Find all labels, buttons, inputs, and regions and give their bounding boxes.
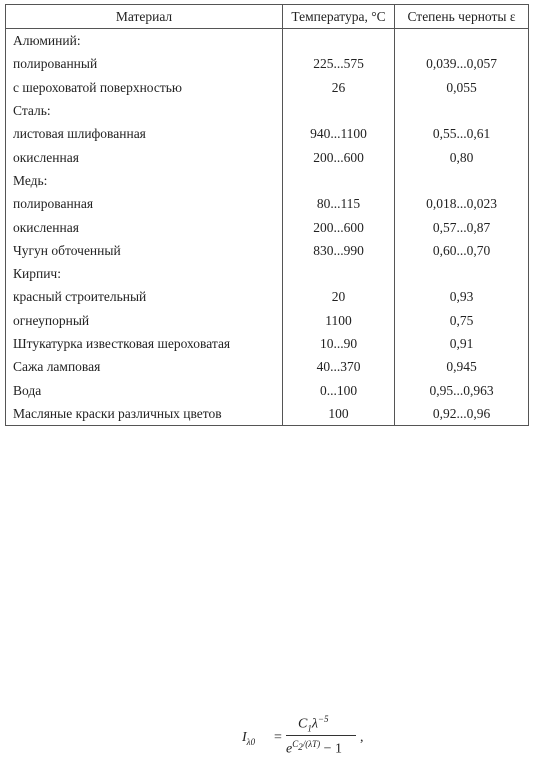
cell-temperature: 200...600 bbox=[283, 145, 395, 168]
cell-temperature: 26 bbox=[283, 76, 395, 99]
cell-material: Вода bbox=[6, 378, 283, 401]
cell-material: Алюминий: bbox=[6, 29, 283, 53]
table-row bbox=[6, 285, 529, 308]
table-row bbox=[6, 355, 529, 378]
table-row bbox=[6, 145, 529, 168]
cell-material: красный строительный bbox=[6, 285, 283, 308]
cell-material: Медь: bbox=[6, 169, 283, 192]
cell-emissivity: 0,93 bbox=[395, 285, 529, 308]
table-row bbox=[6, 192, 529, 215]
cell-temperature bbox=[283, 262, 395, 285]
cell-emissivity: 0,018...0,023 bbox=[395, 192, 529, 215]
table-row bbox=[6, 309, 529, 332]
cell-material: Штукатурка известковая шероховатая bbox=[6, 332, 283, 355]
cell-temperature: 80...115 bbox=[283, 192, 395, 215]
table-row bbox=[6, 402, 529, 426]
table-row bbox=[6, 76, 529, 99]
table-row bbox=[6, 122, 529, 145]
cell-emissivity: 0,55...0,61 bbox=[395, 122, 529, 145]
table-row bbox=[6, 99, 529, 122]
cell-emissivity: 0,92...0,96 bbox=[395, 402, 529, 426]
cell-emissivity bbox=[395, 99, 529, 122]
formula-lhs: $I_{\lambda 0}$ bbox=[242, 730, 256, 747]
cell-material: окисленная bbox=[6, 215, 283, 238]
cell-emissivity: 0,60...0,70 bbox=[395, 239, 529, 262]
cell-material: огнеупорный bbox=[6, 309, 283, 332]
table-row bbox=[6, 29, 529, 53]
emissivity-table bbox=[5, 4, 529, 426]
formula-comma: , bbox=[360, 730, 364, 745]
cell-material: Кирпич: bbox=[6, 262, 283, 285]
cell-temperature: 1100 bbox=[283, 309, 395, 332]
cell-material: Сажа ламповая bbox=[6, 355, 283, 378]
cell-material: Масляные краски различных цветов bbox=[6, 402, 283, 426]
cell-material: полированная bbox=[6, 192, 283, 215]
table-row bbox=[6, 52, 529, 75]
cell-emissivity bbox=[395, 29, 529, 53]
cell-emissivity: 0,91 bbox=[395, 332, 529, 355]
table-row bbox=[6, 215, 529, 238]
fraction-bar bbox=[286, 735, 356, 736]
cell-temperature bbox=[283, 29, 395, 53]
cell-temperature: 0...100 bbox=[283, 378, 395, 401]
table-body bbox=[6, 29, 529, 426]
cell-material: окисленная bbox=[6, 145, 283, 168]
cell-material: полированный bbox=[6, 52, 283, 75]
cell-emissivity bbox=[395, 169, 529, 192]
cell-emissivity: 0,75 bbox=[395, 309, 529, 332]
cell-emissivity: 0,95...0,963 bbox=[395, 378, 529, 401]
table-row bbox=[6, 378, 529, 401]
formula-numerator: $C_1\lambda^{-5}$ bbox=[298, 714, 329, 734]
cell-temperature bbox=[283, 169, 395, 192]
cell-temperature: 40...370 bbox=[283, 355, 395, 378]
cell-material: с шероховатой поверхностью bbox=[6, 76, 283, 99]
cell-emissivity: 0,039...0,057 bbox=[395, 52, 529, 75]
formula-equals: = bbox=[274, 730, 282, 745]
cell-temperature: 20 bbox=[283, 285, 395, 308]
cell-emissivity: 0,57...0,87 bbox=[395, 215, 529, 238]
cell-material: Чугун обточенный bbox=[6, 239, 283, 262]
table-row bbox=[6, 332, 529, 355]
table-row bbox=[6, 239, 529, 262]
cell-material: Сталь: bbox=[6, 99, 283, 122]
cell-temperature: 10...90 bbox=[283, 332, 395, 355]
cell-emissivity: 0,945 bbox=[395, 355, 529, 378]
cell-temperature: 200...600 bbox=[283, 215, 395, 238]
formula-denominator: $e^{C_2/(\lambda T)} - 1$ bbox=[286, 739, 343, 757]
cell-emissivity: 0,055 bbox=[395, 76, 529, 99]
header-emissivity: Степень черноты ε bbox=[395, 5, 529, 29]
cell-temperature bbox=[283, 99, 395, 122]
cell-emissivity: 0,80 bbox=[395, 145, 529, 168]
cell-emissivity bbox=[395, 262, 529, 285]
table-row bbox=[6, 169, 529, 192]
table-header-row bbox=[6, 5, 529, 29]
cell-temperature: 225...575 bbox=[283, 52, 395, 75]
cell-temperature: 100 bbox=[283, 402, 395, 426]
header-material: Материал bbox=[6, 5, 283, 29]
cell-temperature: 940...1100 bbox=[283, 122, 395, 145]
cell-material: листовая шлифованная bbox=[6, 122, 283, 145]
cell-temperature: 830...990 bbox=[283, 239, 395, 262]
table-row bbox=[6, 262, 529, 285]
header-temperature: Температура, °С bbox=[283, 5, 395, 29]
